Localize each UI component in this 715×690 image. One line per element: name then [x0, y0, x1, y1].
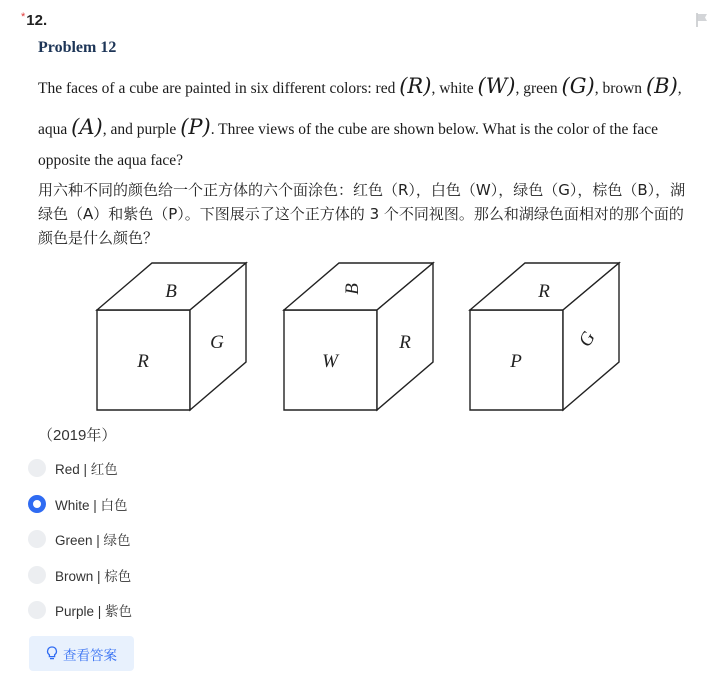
radio-unchecked-icon[interactable]	[28, 530, 46, 548]
cube1-side-label: G	[210, 332, 224, 353]
cube1-front-label: R	[137, 351, 149, 372]
view-answer-label: 查看答案	[63, 647, 117, 663]
option-3[interactable]	[28, 565, 131, 585]
english-line-2: aqua (A), and purple (P). Three views of the cube are shown below. What is the color of the face	[38, 115, 659, 139]
radio-checked-icon[interactable]	[28, 495, 46, 513]
option-label: White | 白色	[55, 498, 128, 513]
option-label: Red | 红色	[55, 462, 118, 477]
cube3-front-label: P	[510, 351, 522, 372]
cube3-side-label: G	[574, 328, 600, 351]
year-note: （2019年）	[38, 427, 117, 444]
chinese-question-text: 用六种不同的颜色给一个正方体的六个面涂色：红色（R），白色（W），绿色（G），棕色（B），湖绿色（A）和紫色（P）。下图展示了这个正方体的 3 个不同视图。那么和湖绿色面相对的那个面的颜色是什么颜色？	[38, 181, 686, 247]
option-1[interactable]	[28, 494, 128, 514]
problem-title: Problem 12	[38, 39, 117, 56]
cube2-top-label: B	[342, 283, 363, 295]
required-star: *	[21, 11, 26, 23]
english-line-1: The faces of a cube are painted in six different colors: red (R), white (W), green (G), brown (B),	[38, 74, 682, 98]
cube2-front-label: W	[322, 351, 338, 372]
english-line-3: opposite the aqua face?	[38, 152, 184, 169]
view-answer-button[interactable]	[29, 636, 134, 671]
cube3-top-label: R	[538, 281, 550, 302]
radio-unchecked-icon[interactable]	[28, 566, 46, 584]
option-4[interactable]	[28, 600, 132, 620]
radio-unchecked-icon[interactable]	[28, 459, 46, 477]
lightbulb-icon	[46, 646, 58, 661]
radio-unchecked-icon[interactable]	[28, 601, 46, 619]
option-0[interactable]	[28, 458, 118, 478]
question-number-text: 12.	[26, 12, 48, 29]
option-label: Green | 绿色	[55, 533, 131, 548]
option-label: Purple | 紫色	[55, 604, 133, 619]
option-label: Brown | 棕色	[55, 569, 132, 584]
cube2-side-label: R	[399, 332, 411, 353]
cube1-top-label: B	[165, 281, 177, 302]
option-2[interactable]	[28, 529, 131, 549]
